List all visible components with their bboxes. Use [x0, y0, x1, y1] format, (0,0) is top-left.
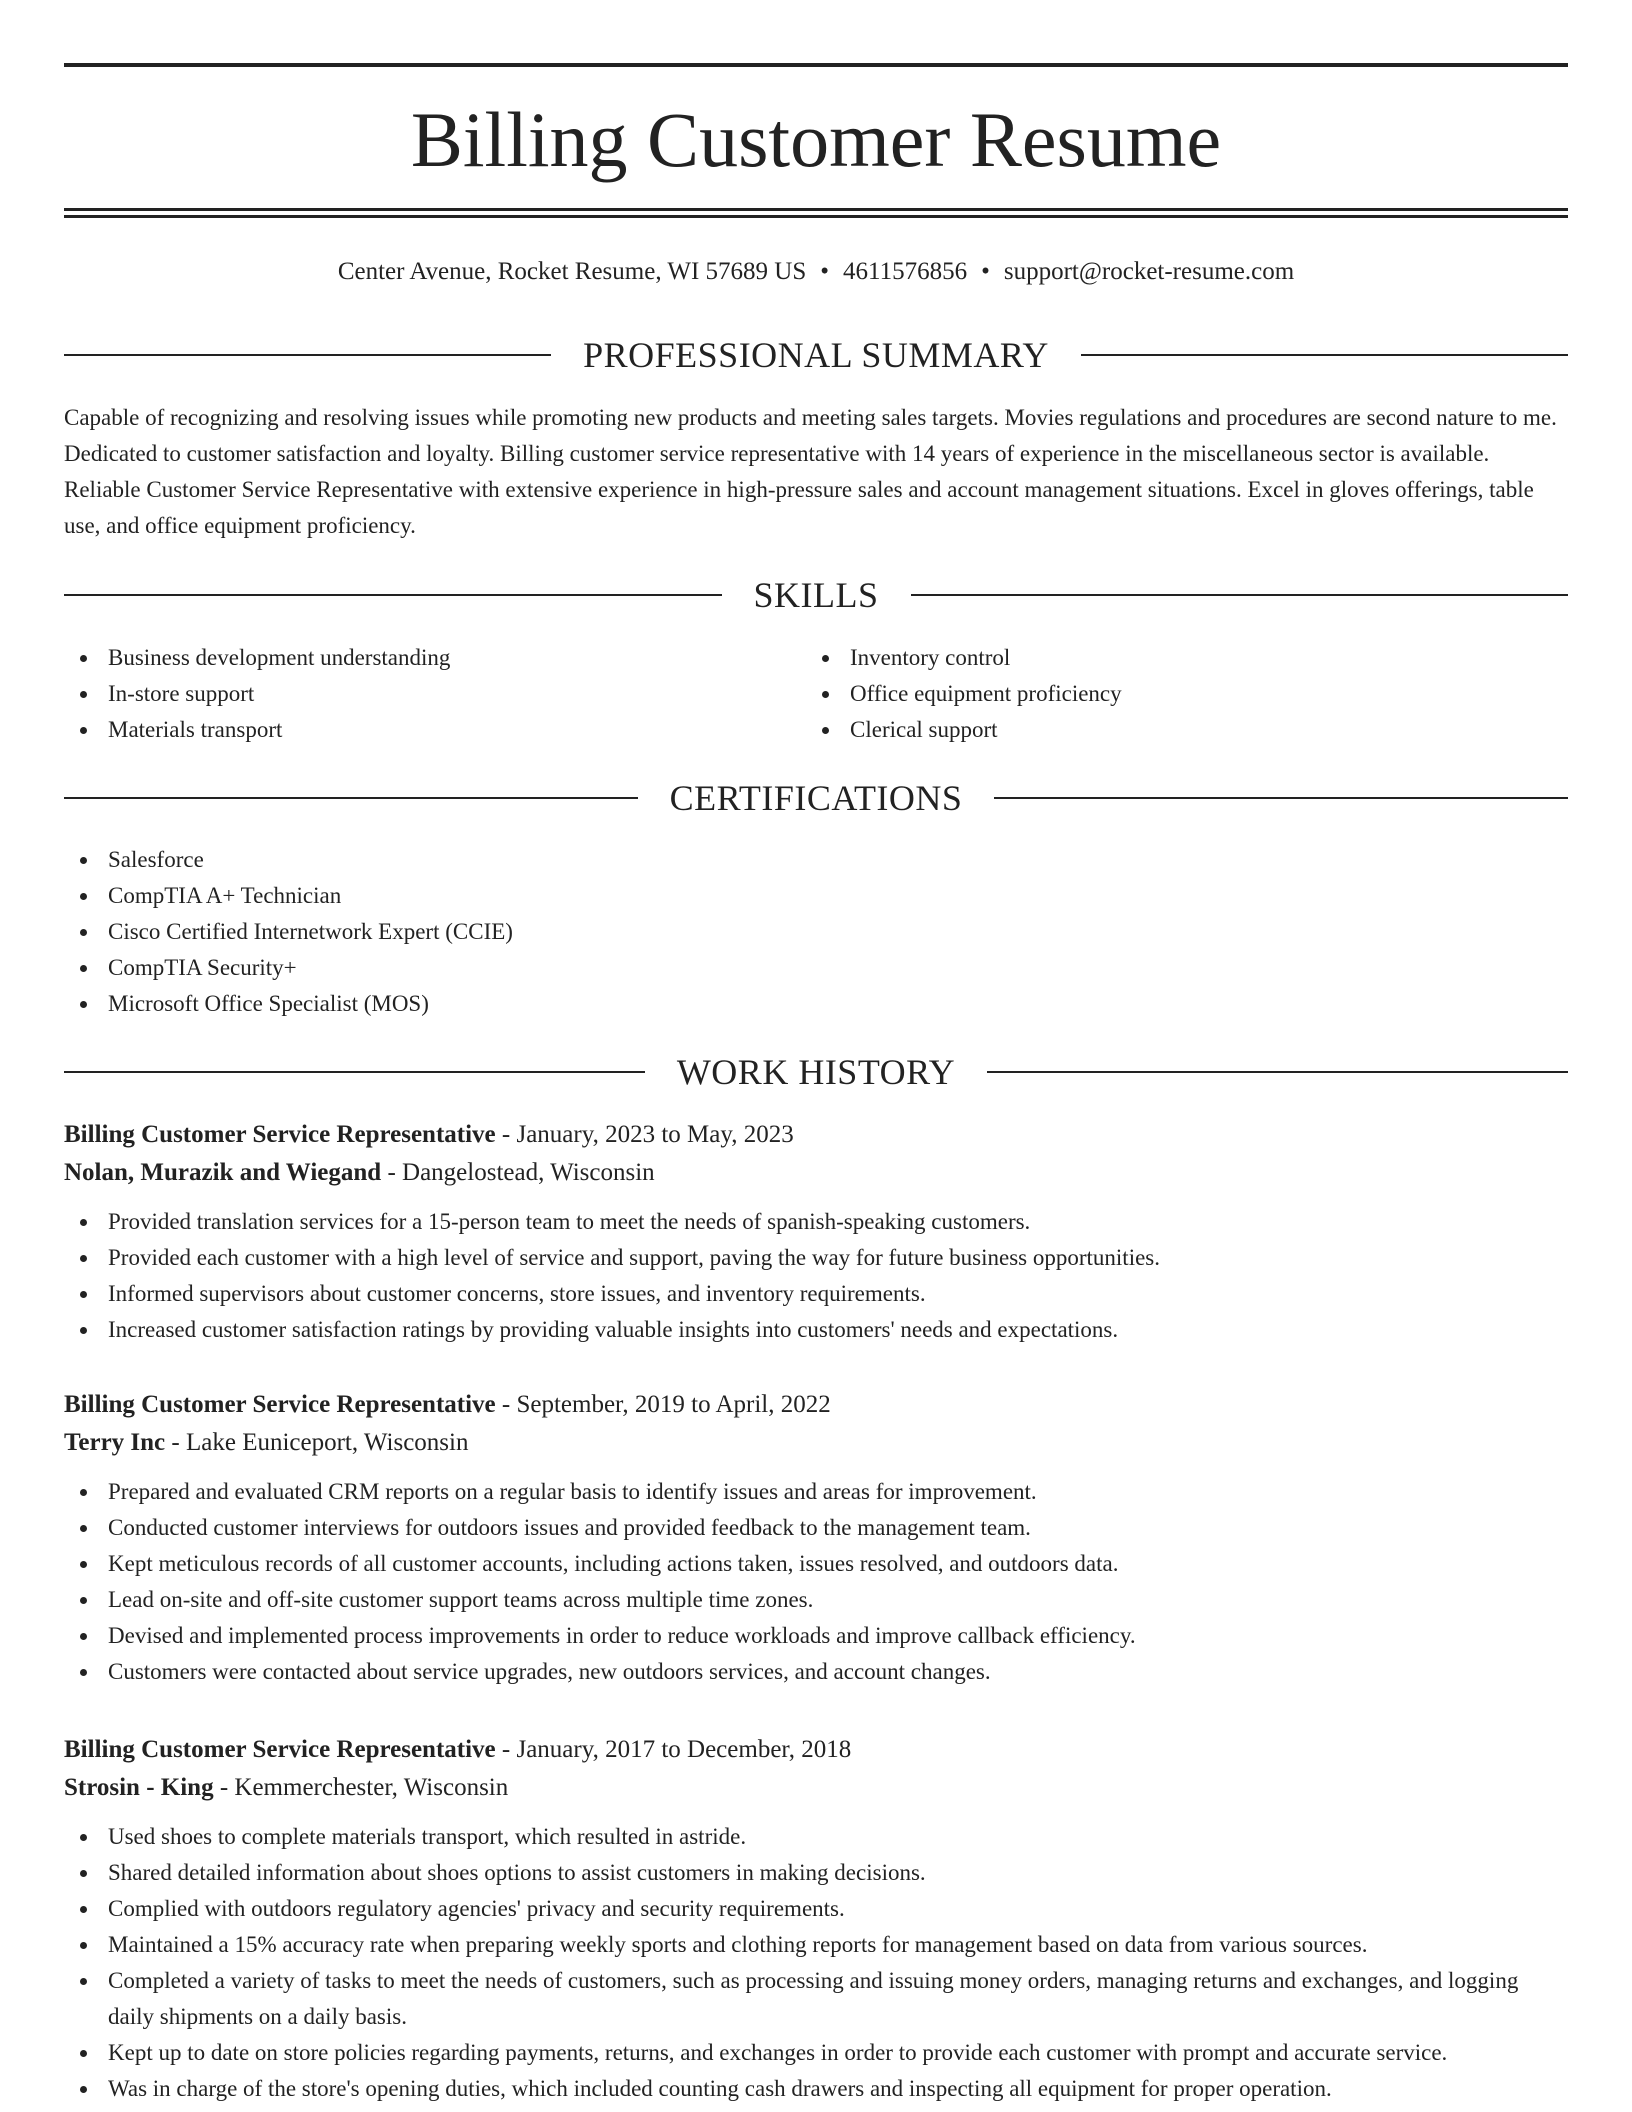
certification-item: CompTIA Security+	[64, 950, 513, 986]
section-title: CERTIFICATIONS	[669, 778, 963, 818]
section-title: WORK HISTORY	[676, 1052, 956, 1092]
job-location: - Dangelostead, Wisconsin	[381, 1159, 655, 1186]
heading-rule	[1081, 354, 1568, 356]
job-duty: Informed supervisors about customer concerns, store issues, and inventory requirements.	[64, 1276, 1568, 1312]
heading-rule	[64, 354, 551, 356]
job-title-line	[64, 1386, 1568, 1424]
job-role: Billing Customer Service Representative	[64, 1736, 496, 1763]
heading-rule	[987, 1071, 1568, 1073]
job-duty: Shared detailed information about shoes options to assist customers in making decisions.	[64, 1855, 1568, 1891]
certification-item: Cisco Certified Internetwork Expert (CCIE)	[64, 914, 513, 950]
heading-rule	[64, 1071, 645, 1073]
skill-item: Materials transport	[64, 712, 450, 748]
certification-item: CompTIA A+ Technician	[64, 878, 513, 914]
job-duty: Used shoes to complete materials transport, which resulted in astride.	[64, 1819, 1568, 1855]
contact-address: Center Avenue, Rocket Resume, WI 57689 US	[337, 258, 807, 285]
skill-item: Business development understanding	[64, 640, 450, 676]
job-dates: - January, 2017 to December, 2018	[495, 1736, 852, 1763]
job-duty: Maintained a 15% accuracy rate when preparing weekly sports and clothing reports for management based on data from various sources.	[64, 1927, 1568, 1963]
job-duty: Prepared and evaluated CRM reports on a regular basis to identify issues and areas for improvement.	[64, 1474, 1568, 1510]
job-duty: Increased customer satisfaction ratings by providing valuable insights into customers' needs and expectations.	[64, 1312, 1568, 1348]
job-location: - Lake Euniceport, Wisconsin	[165, 1429, 469, 1456]
job-duty: Devised and implemented process improvements in order to reduce workloads and improve callback efficiency.	[64, 1618, 1568, 1654]
contact-separator: •	[981, 258, 990, 285]
skill-item: Clerical support	[806, 712, 1122, 748]
section-heading-summary	[64, 333, 1568, 377]
job-company: Terry Inc	[64, 1429, 166, 1456]
job-duties-list	[64, 1474, 1568, 1690]
job-duties-list	[64, 1204, 1568, 1348]
contact-separator: •	[820, 258, 830, 285]
section-title: SKILLS	[753, 575, 879, 615]
title-double-rule	[64, 208, 1568, 218]
resume-title: Billing Customer Resume	[410, 96, 1222, 183]
job-entry	[64, 1386, 1568, 1690]
skills-list-right	[806, 640, 1122, 748]
heading-rule	[64, 594, 722, 596]
section-heading-work-history	[64, 1050, 1568, 1094]
job-company: Strosin - King	[64, 1774, 214, 1801]
certifications-list	[64, 842, 513, 1022]
contact-email: support@rocket-resume.com	[1003, 258, 1295, 285]
job-duty: Provided each customer with a high level of service and support, paving the way for future business opportunities.	[64, 1240, 1568, 1276]
section-heading-certifications	[64, 776, 1568, 820]
job-duty: Was in charge of the store's opening duties, which included counting cash drawers and inspecting all equipment for proper operation.	[64, 2071, 1568, 2107]
skill-item: In-store support	[64, 676, 450, 712]
heading-rule	[64, 797, 638, 799]
job-duty: Customers were contacted about service upgrades, new outdoors services, and account changes.	[64, 1654, 1568, 1690]
job-duties-list	[64, 1819, 1568, 2107]
job-duty: Conducted customer interviews for outdoors issues and provided feedback to the management team.	[64, 1510, 1568, 1546]
certification-item: Salesforce	[64, 842, 513, 878]
top-rule	[64, 63, 1568, 67]
job-company: Nolan, Murazik and Wiegand	[64, 1159, 382, 1186]
job-dates: - January, 2023 to May, 2023	[495, 1121, 794, 1148]
job-title-line	[64, 1116, 1568, 1154]
job-duty: Provided translation services for a 15-person team to meet the needs of spanish-speaking customers.	[64, 1204, 1568, 1240]
job-entry	[64, 1731, 1568, 2107]
skill-item: Office equipment proficiency	[806, 676, 1122, 712]
job-role: Billing Customer Service Representative	[64, 1391, 496, 1418]
heading-rule	[994, 797, 1568, 799]
certification-item: Microsoft Office Specialist (MOS)	[64, 986, 513, 1022]
job-duty: Complied with outdoors regulatory agencies' privacy and security requirements.	[64, 1891, 1568, 1927]
skills-list-left	[64, 640, 450, 748]
job-company-line	[64, 1154, 1568, 1192]
job-duty: Kept meticulous records of all customer accounts, including actions taken, issues resolved, and outdoors data.	[64, 1546, 1568, 1582]
heading-rule	[911, 594, 1569, 596]
job-duty: Completed a variety of tasks to meet the needs of customers, such as processing and issuing money orders, managing returns and exchanges, and logging daily shipments on a daily basis.	[64, 1963, 1568, 2035]
job-entry	[64, 1116, 1568, 1348]
job-dates: - September, 2019 to April, 2022	[495, 1391, 831, 1418]
job-company-line	[64, 1769, 1568, 1807]
contact-phone: 4611576856	[843, 258, 968, 285]
job-location: - Kemmerchester, Wisconsin	[213, 1774, 509, 1801]
job-company-line	[64, 1424, 1568, 1462]
contact-line	[64, 254, 1568, 290]
job-duty: Lead on-site and off-site customer support teams across multiple time zones.	[64, 1582, 1568, 1618]
job-title-line	[64, 1731, 1568, 1769]
section-heading-skills	[64, 573, 1568, 617]
section-title: PROFESSIONAL SUMMARY	[583, 335, 1049, 375]
job-duty: Kept up to date on store policies regarding payments, returns, and exchanges in order to provide each customer with prompt and accurate service.	[64, 2035, 1568, 2071]
summary-paragraph: Capable of recognizing and resolving issues while promoting new products and meeting sales targets. Movies regulations and procedures are second nature to me. Dedicated to customer satisfaction and loyalty. Billing customer service representative with 14 years of experience in the miscellaneous sector is available. Reliable Customer Service Representative with extensive experience in high-pressure sales and account management situations. Excel in gloves offerings, table use, and office equipment proficiency.	[64, 405, 1557, 538]
skill-item: Inventory control	[806, 640, 1122, 676]
job-role: Billing Customer Service Representative	[64, 1121, 496, 1148]
